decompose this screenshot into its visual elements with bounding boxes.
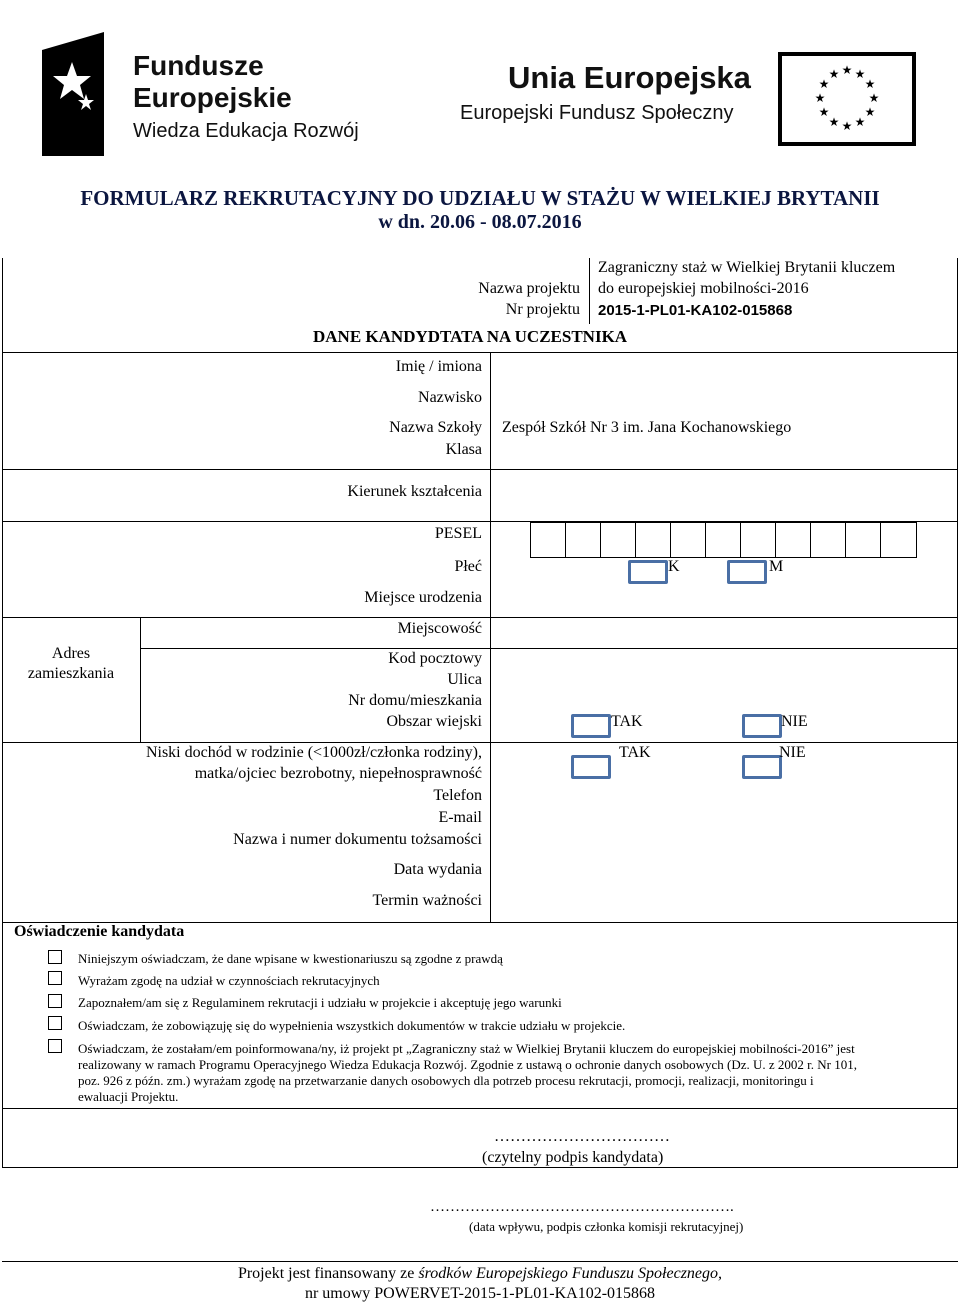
rural-yes-label: TAK <box>611 713 643 730</box>
svg-text:★: ★ <box>868 91 880 105</box>
rural-label: Obszar wiejski <box>386 713 482 730</box>
signature-label: (czytelny podpis kandydata) <box>482 1149 664 1166</box>
section-title: DANE KANDYDTATA NA UCZESTNIKA <box>313 327 628 346</box>
postal-field[interactable] <box>492 650 956 670</box>
sex-k-label: K <box>668 558 680 575</box>
svg-text:★: ★ <box>828 67 840 81</box>
sex-m-label: M <box>769 558 784 575</box>
statement-item-5-line1: Oświadczam, że zostałam/em poinformowana/ny, iż projekt pt „Zagraniczny staż w Wielkiej Brytanii kluczem do europejskiej mobilności-2016” jest <box>78 1041 855 1056</box>
project-name-label: Nazwa projektu <box>478 280 580 297</box>
course-label: Kierunek kształcenia <box>347 483 482 500</box>
table-border-left <box>2 258 3 1168</box>
rural-no-label: NIE <box>781 713 808 730</box>
fe-logo-line2: Europejskie <box>133 82 292 113</box>
footer-line1-prefix: Projekt jest finansowany ze <box>237 1265 419 1282</box>
house-label: Nr domu/mieszkania <box>348 692 482 709</box>
expiry-field[interactable] <box>492 888 956 918</box>
sex-k-checkbox[interactable] <box>628 560 668 584</box>
footer-line1-italic: środków Europejskiego Funduszu Społecznego, <box>418 1265 723 1282</box>
statement-title: Oświadczenie kandydata <box>14 923 185 940</box>
ue-logo-line1: Unia Europejska <box>508 60 751 95</box>
footer-line2: nr umowy POWERVET-2015-1-PL01-KA102-015868 <box>304 1285 656 1302</box>
pesel-digit-box[interactable] <box>846 523 881 557</box>
pesel-digit-box[interactable] <box>531 523 566 557</box>
address-label-divider <box>140 617 141 742</box>
row-line-address-bottom <box>2 742 958 743</box>
form-title: FORMULARZ REKRUTACYJNY DO UDZIAŁU W STAŻU W WIELKIEJ BRYTANII <box>80 186 880 210</box>
committee-dots: ……………………………………………………. <box>430 1199 734 1215</box>
row-line-course <box>2 469 958 470</box>
low-income-label-1: Niski dochód w rodzinie (<1000zł/członka rodziny), <box>145 744 482 761</box>
birthplace-field[interactable] <box>492 586 956 614</box>
low-income-yes-label: TAK <box>619 744 651 761</box>
statement-item-2: Wyrażam zgodę na udział w czynnościach rekrutacyjnych <box>78 973 380 988</box>
low-income-no-label: NIE <box>779 744 806 761</box>
footer-rule <box>2 1261 958 1262</box>
house-field[interactable] <box>492 692 956 712</box>
pesel-digit-box[interactable] <box>776 523 811 557</box>
pesel-digit-box[interactable] <box>881 523 916 557</box>
course-field[interactable] <box>492 472 956 518</box>
street-field[interactable] <box>492 671 956 691</box>
svg-text:★: ★ <box>854 67 866 81</box>
form-dates: w dn. 20.06 - 08.07.2016 <box>378 211 582 233</box>
fe-logo-icon <box>42 32 110 156</box>
svg-text:★: ★ <box>841 63 853 77</box>
committee-label: (data wpływu, podpis członka komisji rekrutacyjnej) <box>469 1219 744 1234</box>
svg-text:★: ★ <box>841 119 853 133</box>
statement-item-3: Zapoznałem/am się z Regulaminem rekrutacji i udziału w projekcie i akceptuję jego warunki <box>78 995 562 1010</box>
sex-m-checkbox[interactable] <box>727 560 767 584</box>
issue-date-label: Data wydania <box>393 861 482 878</box>
postal-label: Kod pocztowy <box>388 650 482 667</box>
signature-dots: …………………………… <box>494 1128 670 1145</box>
footer-line1 <box>0 1265 960 1283</box>
project-name-value-1: Zagraniczny staż w Wielkiej Brytanii kluczem <box>598 259 896 276</box>
pesel-label: PESEL <box>434 525 482 542</box>
eu-flag-icon <box>778 52 916 146</box>
statement-item-5-line3: poz. 926 z późn. zm.) wyrażam zgodę na przetwarzanie danych osobowych dla potrzeb procesu rekrutacji, promocji, realizacji, monitoringu i <box>78 1073 814 1088</box>
email-field[interactable] <box>492 808 956 828</box>
last-name-field[interactable] <box>492 385 956 413</box>
pesel-boxes[interactable] <box>530 522 917 558</box>
low-income-yes-checkbox[interactable] <box>571 755 611 779</box>
last-name-label: Nazwisko <box>418 389 482 406</box>
school-label: Nazwa Szkoły <box>389 419 482 436</box>
row-line-section <box>2 352 958 353</box>
pesel-digit-box[interactable] <box>811 523 846 557</box>
pesel-digit-box[interactable] <box>566 523 601 557</box>
project-name-value-2: do europejskiej mobilności-2016 <box>598 280 809 297</box>
project-divider <box>589 258 590 324</box>
table-border-right <box>957 258 958 1168</box>
pesel-digit-box[interactable] <box>741 523 776 557</box>
pesel-digit-box[interactable] <box>601 523 636 557</box>
class-field[interactable] <box>492 440 956 466</box>
issue-date-field[interactable] <box>492 858 956 884</box>
city-label: Miejscowość <box>397 620 482 637</box>
svg-text:★: ★ <box>864 105 876 119</box>
statement-item-5-line4: ewaluacji Projektu. <box>78 1089 179 1104</box>
svg-text:★: ★ <box>828 115 840 129</box>
pesel-digit-box[interactable] <box>706 523 741 557</box>
svg-text:★: ★ <box>818 105 830 119</box>
street-label: Ulica <box>447 671 482 688</box>
city-field[interactable] <box>492 619 956 647</box>
row-line-signature-top <box>2 1108 958 1109</box>
id-doc-label: Nazwa i numer dokumentu tożsamości <box>233 831 482 848</box>
expiry-label: Termin ważności <box>372 892 482 909</box>
rural-yes-checkbox[interactable] <box>571 714 611 738</box>
fe-logo-line3: Wiedza Edukacja Rozwój <box>133 120 359 142</box>
sex-label: Płeć <box>454 558 482 575</box>
first-name-field[interactable] <box>492 354 956 382</box>
label-column-divider <box>490 352 491 922</box>
statement-item-4: Oświadczam, że zobowiązuję się do wypełnienia wszystkich dokumentów w trakcie udziału w projekcie. <box>78 1018 626 1033</box>
ue-logo-line2: Europejski Fundusz Społeczny <box>460 102 734 124</box>
svg-text:★: ★ <box>854 115 866 129</box>
class-label: Klasa <box>445 441 482 458</box>
statement-checkbox-3[interactable] <box>48 994 62 1008</box>
birthplace-label: Miejsce urodzenia <box>364 589 482 606</box>
email-label: E-mail <box>438 809 482 826</box>
address-label-2: zamieszkania <box>27 665 115 682</box>
first-name-label: Imię / imiona <box>395 358 482 375</box>
phone-label: Telefon <box>433 787 482 804</box>
fe-logo-line1: Fundusze <box>133 50 264 81</box>
svg-text:★: ★ <box>864 77 876 91</box>
school-value: Zespół Szkół Nr 3 im. Jana Kochanowskiego <box>502 419 792 436</box>
rural-no-checkbox[interactable] <box>742 714 782 738</box>
pesel-digit-box[interactable] <box>636 523 671 557</box>
project-nr-label: Nr projektu <box>505 301 580 318</box>
row-line-address-top <box>2 617 958 618</box>
statement-checkbox-4[interactable] <box>48 1016 62 1030</box>
address-label-1: Adres <box>51 645 91 662</box>
row-line-address-postal <box>140 648 958 649</box>
svg-text:★: ★ <box>818 77 830 91</box>
statement-checkbox-5[interactable] <box>48 1039 62 1053</box>
svg-text:★: ★ <box>814 91 826 105</box>
pesel-digit-box[interactable] <box>671 523 706 557</box>
low-income-label-2: matka/ojciec bezrobotny, niepełnosprawność <box>194 765 482 782</box>
id-doc-field[interactable] <box>492 830 956 854</box>
statement-checkbox-2[interactable] <box>48 971 62 985</box>
low-income-no-checkbox[interactable] <box>742 755 782 779</box>
statement-item-1: Niniejszym oświadczam, że dane wpisane w kwestionariuszu są zgodne z prawdą <box>78 951 503 966</box>
statement-checkbox-1[interactable] <box>48 950 62 964</box>
project-nr-value: 2015-1-PL01-KA102-015868 <box>598 302 793 319</box>
statement-item-5-line2: realizowany w ramach Programu Operacyjnego Wiedza Edukacja Rozwój. Zgodnie z ustawą o ochronie danych osobowych (Dz. U. z 2002 r. Nr 101, <box>78 1057 857 1072</box>
phone-field[interactable] <box>492 786 956 806</box>
row-line-signature-bottom <box>2 1167 958 1168</box>
